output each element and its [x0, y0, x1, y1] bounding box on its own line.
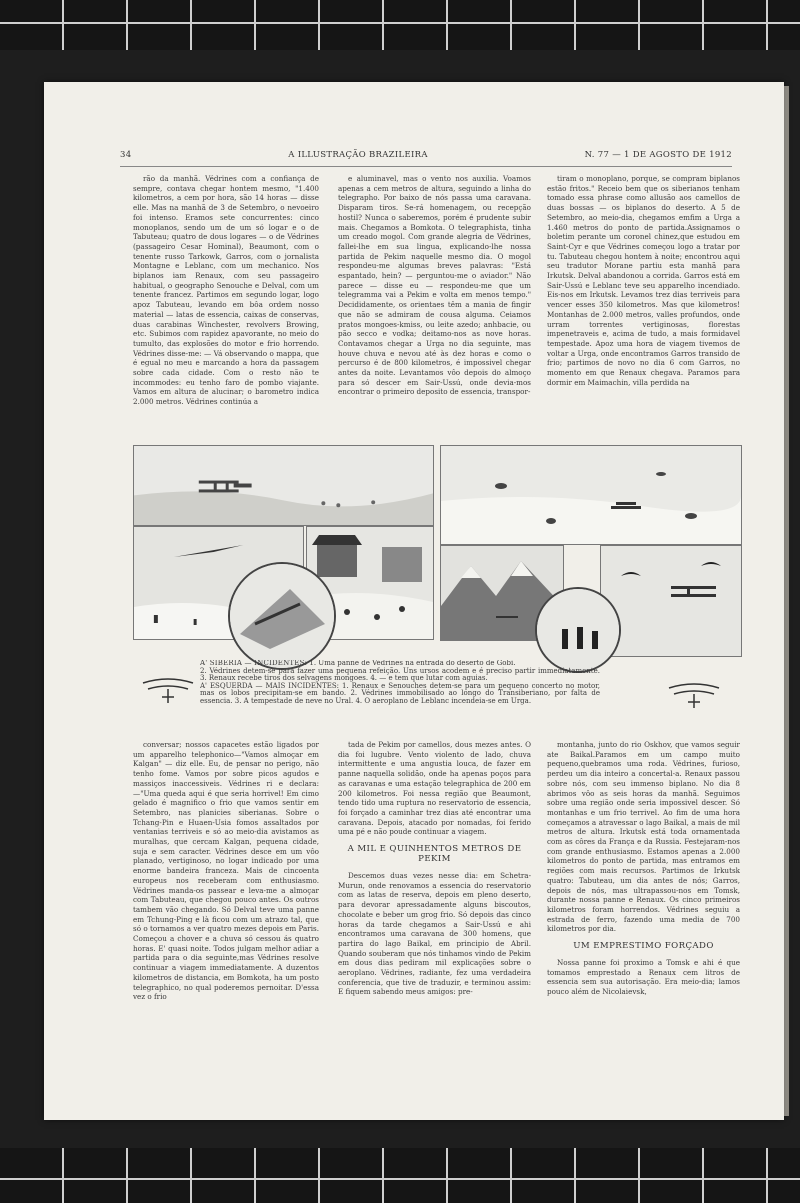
calibration-grid-top [0, 0, 800, 50]
paragraph: rão da manhã. Védrines com a confiança de sempre, contava chegar hontem mesmo, "1.400 kilometros, a cem por hora, são 14 horas — disse elle. Mas na manhã de 3 de Setembro, o nevoeiro foi intenso. Eramos sete concurrentes: cinco monoplanos, sendo um de um só logar e o de Tabuteau; quatro de dous logares — o de Védrines (passageiro Cesar Hominal), Beaumont, com o tenente russo Tarkowk, Garros, com o jornalista Montagne e Leblanc, com um mechanico. Nos biplanos iam Renaux, com seu passageiro habitual, o geographo Senouche e Delval, com um tenente francez. Partimos em segundo logar, logo apoz Tabuteau, levando em bôa ordem nosso material — latas de essencia, caixas de conservas, duas carabinas Winchester, revolvers Browing, etc. Subimos com rapidez apavorante, no meio do tumulto, das explosões do motor e frio horrendo. Védrines disse-me: — Vá observando o mappa, que é egual no meu e marcando a hora da passagem sobre cada cidade. Com o resto não te incommodes: eu tenho faro de pombo viajante. Vamos em altura de alucinar; o barometro indica 2.000 metros. Védrines continúa a [133, 174, 319, 407]
illustration-plane-over-plain [133, 445, 434, 526]
page-number: 34 [120, 150, 132, 160]
paragraph: Nossa panne foi proximo a Tomsk e ahi é que tomamos emprestado a Renaux cem litros de essencia sem sua autorisação. Era meio-dia; lamos pouco além de Nicolaievsk, [547, 958, 740, 997]
text-column-top-left [133, 174, 319, 436]
illustration-eagles [600, 545, 742, 657]
text-column-top-middle [338, 174, 531, 436]
paragraph: tiram o monoplano, porque, se compram biplanos estão fritos." Receio bem que os siberianos tenham tomado essa phrase como allusão aos camellos de duas bossas — os biplanos do deserto. A 5 de Setembro, ao meio-dia, chegamos emfim a Urga a 1.460 metros do ponto de partida.Assignamos o boletim perante um coronel chinez,que estudou em Saint-Cyr e que Védrines começou logo a tratar por tu. Tabuteau chegou hontem à noite; encontrou aqui seu tradutor Morane partiu esta manhã para Irkutsk. Delval abandonou a corrida. Garros está em Sair-Ussú e Leblanc teve seu apparelho incendiado. Eis-nos em Irkutsk. Levamos trez dias terriveis para vencer esses 350 kilometros. Mas que kilometros! Montanhas de 2.000 metros, valles profundos, onde urram torrentes vertiginosas, florestas impenetraveis e, acima de tudo, a mais formidavel tempestade. Apoz uma hora de viagem tivemos de voltar a Urga, onde encontramos Garros transido de frio; partimos de novo no dia 6 com Garros, no momento em que Renaux chegava. Paramos para dormir em Maimachin, villa perdida na [547, 174, 740, 387]
caption-heading: A' SIBERIA — INCIDENTES: [200, 660, 308, 667]
paragraph: conversar; nossos capacetes estão ligados por um apparelho telephonico—"Vamos almoçar em Kalgan" — diz elle. Eu, de pensar no perigo, não tenho fome. Vamos por sobre picos agudos e massiços inaccessiveis. Védrines ri e declara:—"Uma queda aqui é que seria horrivel! Em cimo gelado é magnifico o frio que vamos sentir em Setembro, nas planicies siberianas. Sobre o Tchang-Pin e Huaen-Usia fomos assaltados por ventanias terriveis e só ao meio-dia avistamos as muralhas, que cercam Kalgan, pequena cidade, suja e sem caracter. Védrines desce em um vôo planado, vertiginoso, no logar indicado por uma enorme bandeira franceza. Mais de cincoenta europeus nos receberam com enthusiasmo. Védrines manda-os passear e leva-me a almoçar com Tabuteau, que chegou pouco antes. Os outros tambem vão chegando. Só Delval teve uma panne em Tchung-Ping e là ficou com um atrazo tal, que só o tornamos a ver quatro mezes depois em Paris. Começou a chover e a chuva só cessou ás quatro horas. E' quasi noite. Todos julgam melhor adiar a partida para o dia seguinte,mas Védrines resolve continuar a viagem immediatamente. A duzentos kilometros de distancia, em Bomkota, ha um posto telegraphico, no qual poderemos pernoitar. D'essa vez o frio [133, 740, 319, 1002]
paragraph: e aluminavel, mas o vento nos auxilia. Voamos apenas a cem metros de altura, seguindo a linha do telegrapho. Por baixo de nós passa uma caravana. Disparam tiros. Se-rá homenagem, ou recepção hostil? Nunca o saberemos, porém é prudente subir mais. Chegamos a Bomkota. O telegraphista, tinha um creado mogol. Com grande alegria de Védrines, fallei-lhe em sua lingua, explicando-lhe nossa partida de Pekim naquelle mesmo dia. O mogol respondeu-me algumas breves palavras: "Está espantado, hein? — perguntou-me o aviador." Não parece — disse eu — respondeu-me que um telegramma vai a Pekim e volta em menos tempo." Decididamente, os orientaes têm a mania de fingir que não se admiram de cousa alguma. Ceiamos pratos mongoes-kmiss, ou leite azedo; anhbacie, ou pão secco e vodka; deitamo-nos as nove horas. Contavamos chegar a Urga no dia seguinte, mas houve chuva e nevou até às dez horas e como o percurso é de 800 kilometros, é impossivel chegar antes da noite. Levantamos vôo depois do almoço para só descer em Sair-Ussú, onde devia-mos encontrar o primeiro deposito de essencia, transpor- [338, 174, 531, 397]
section-heading: UM EMPRESTIMO FORÇADO [573, 941, 714, 952]
caption-line: 2. Védrines detem-se para fazer uma pequena refeição. Uns ursos acodem e é preciso partir immediatamente. 3. Renaux recebe tiros dos selvagens mongoes. 4. — e tem que lutar com aguias. [200, 666, 600, 683]
text-column-bottom-middle [338, 740, 531, 1020]
calibration-grid-bottom [0, 1148, 800, 1203]
issue-date: N. 77 — 1 DE AGOSTO DE 1912 [584, 150, 732, 160]
text-column-top-right [547, 174, 740, 436]
illustration-caption [200, 660, 600, 732]
header-rule [120, 166, 732, 167]
publication-title: A ILLUSTRAÇÃO BRAZILEIRA [288, 150, 428, 160]
ornament-right [664, 680, 724, 710]
section-heading: A MIL E QUINHENTOS METROS DE PEKIM [347, 844, 522, 865]
paragraph: tada de Pekim por camellos, dous mezes antes. O dia foi lugubre. Vento violento de lado, chuva intermittente e uma angustia louca, de fazer em panne naquella solidão, onde ha apenas poços para as caravanas e uma estação telegraphica de 200 em 200 kilometros. Foi nessa região que Beaumont, tendo tido uma ruptura no reservatorio de essencia, foi forçado a caminhar trez dias até encontrar uma caravana. Depois, atacado por nomadas, foi ferido uma pé e não poude continuar a viagem. [338, 740, 531, 837]
paragraph: montanha, junto do rio Oskhov, que vamos seguir ate Baikal.Paramos em um campo muito pequeno,quebramos uma roda. Védrines, furioso, perdeu um dia inteiro a concertal-a. Renaux passou sobre nós, com seu immenso biplano. No dia 8 abrimos vôo as seis horas da manhã. Seguimos sobre uma região onde seria impossivel descer. Só montanhas e um frio terrivel. Ao fim de uma hora começamos a atravessar o lago Baikal, a mais de mil metros de altura. Irkutsk está toda ornamentada com as côres da França e da Russia. Festejaram-nos com grande enthusiasmo. Estamos apenas a 2.000 kilometros do ponto de partida, mas entramos em regiões com mais recursos. Partimos de Irkutsk quatro: Tabuteau, um dia antes de nós; Garros, depois de nós, mas ultrapassou-nos em Tomsk, durante nossa panne e Renaux. Os cinco primeiros kilometros foram horrendos. Védrines seguiu a estrada de ferro, fazendo uma media de 700 kilometros por dia. [547, 740, 740, 934]
illustration-wreck-medallion [228, 562, 336, 670]
ornament-left [138, 675, 198, 705]
text-column-bottom-left [133, 740, 319, 1020]
illustration-wolves-attack [440, 445, 742, 545]
paragraph: Descemos duas vezes nesse dia: em Schetra-Murun, onde renovamos a essencia do reservatorio com as latas de reserva, depois em pleno deserto, para devorar apressadamente alguns biscoutos, chocolate e beber um grog frio. Só depois das cinco horas da tarde chegamos a Sair-Ussú e ahi encontramos uma caravana de 300 homens, que partira do lago Baikal, em principio de Abril. Quando souberam que nós tinhamos vindo de Pekim em dous dias pediram mil explicações sobre o aeroplano. Védrines, radiante, fez uma verdadeira conferencia, que tive de traduzir, e terminou assim: E fiquem sabendo meus amigos: pre- [338, 871, 531, 997]
text-column-bottom-right [547, 740, 740, 1020]
caption-line: A' ESQUERDA — MAIS INCIDENTES: 1. Renaux e Senouches detem-se para um pequeno concerto no motor, mas os lobos precipitam-se em bando. 2. Védrines immobilisado ao longo do Transiberiano, por falta de essencia. 3. A tempestade de neve no Ural. 4. O aeroplano de Leblanc incendeia-se em Urga. [200, 681, 600, 705]
page-header [120, 150, 732, 164]
caption-line: 1. Uma panne de Védrines na entrada do deserto de Gobi. [309, 660, 516, 667]
